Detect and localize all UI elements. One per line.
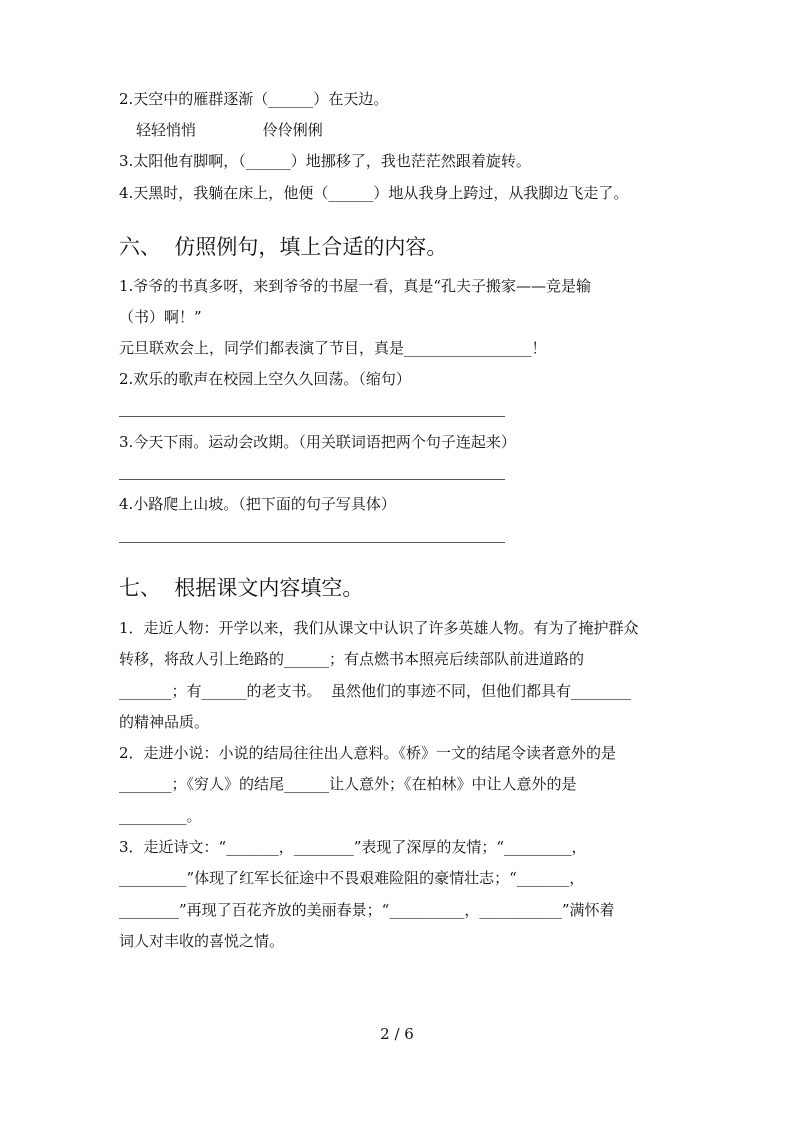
question-6-1-line2: （书）啊！” [119,308,202,326]
question-6-2: 2.欢乐的歌声在校园上空久久回荡。（缩句） [119,370,411,388]
question-6-4: 4.小路爬上山坡。（把下面的句子写具体） [119,495,396,513]
question-5-3: 3.太阳他有脚啊，（______）地挪移了，我也茫茫然跟着旋转。 [119,152,531,170]
question-5-4: 4.天黑时，我躺在床上，他便（______）地从我身上跨过，从我脚边飞走了。 [119,184,629,202]
section-7-line-1: 1．走近人物：开学以来，我们从课文中认识了许多英雄人物。有为了掩护群众 [119,619,639,637]
section-7-heading: 七、 根据课文内容填空。 [119,576,364,600]
answer-line-6-3[interactable] [119,479,505,480]
section-7-line-10: ________”再现了百花齐放的美丽春景；“__________，___________”满怀着 [119,901,615,919]
answer-line-6-4[interactable] [119,542,505,543]
section-7-line-11: 词人对丰收的喜悦之情。 [119,932,285,950]
section-7-line-5: 2．走进小说：小说的结局往往出人意料。《桥》一文的结尾令读者意外的是 [119,744,617,762]
page-number: 2 / 6 [380,1025,414,1043]
question-6-3: 3.今天下雨。运动会改期。（用关联词语把两个句子连起来） [119,433,516,451]
section-7-line-8: 3．走近诗文：“_______，________”表现了深厚的友情；“_________， [119,838,587,856]
answer-line-6-2[interactable] [119,416,505,417]
section-7-line-9: _________”体现了红军长征途中不畏艰难险阻的豪情壮志；“_______， [119,869,585,887]
question-5-2: 2.天空中的雁群逐渐（______）在天边。 [119,90,389,108]
section-7-line-3: _______；有______的老支书。 虽然他们的事迹不同，但他们都具有________ [119,682,632,700]
section-7-line-2: 转移，将敌人引上绝路的______；有点燃书本照亮后续部队前进道路的 [119,650,585,668]
question-6-1-line3: 元旦联欢会上，同学们都表演了节目，真是_________________！ [119,339,547,357]
section-7-line-4: 的精神品质。 [119,713,210,731]
word-options: 轻轻悄悄 伶伶俐俐 [136,121,323,139]
question-6-1-line1: 1.爷爷的书真多呀，来到爷爷的书屋一看，真是“孔夫子搬家——竞是输 [119,277,591,295]
section-6-heading: 六、 仿照例句，填上合适的内容。 [119,235,448,259]
section-7-line-7: _________。 [119,807,202,825]
section-7-line-6: _______；《穷人》的结尾______让人意外；《在柏林》中让人意外的是 [119,775,577,793]
